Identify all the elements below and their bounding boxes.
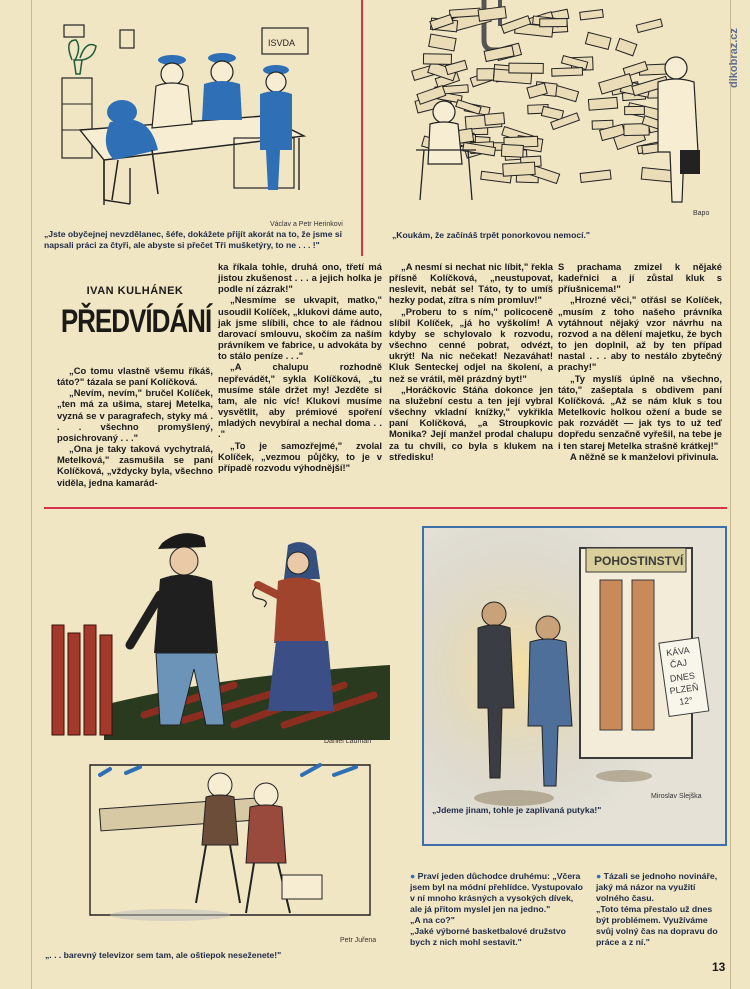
joke-pensioners <box>410 871 586 948</box>
file-folder <box>585 32 611 49</box>
cartoon5-caption: „. . . barevný televizor sem tam, ale oštiepok neseženete!" <box>45 950 282 960</box>
paragraph: „Ona je taky taková vychytralá, Metelková," zasmušila se paní Kolíčková, „vždycky byla, všechno viděla, jedna kamarád- <box>57 443 213 488</box>
paragraph: „Ty myslíš úplně na všechno, táto," zašeptala s obdivem paní Kolíčková. „Až se nám kluk s tou Metelkovic holkou ožení a bude se pak rozvádět — jak tys to už teď dopředu senzačně vyřešil, na tebe je i ten starej Metelka strašně krátkej!" <box>558 372 722 451</box>
cartoon2-credit: Bapo <box>693 210 710 217</box>
joke-line: „Toto téma přestalo už dnes být problémem. Využíváme svůj volný čas na dopravu do práce a z ní." <box>596 904 718 947</box>
file-folder <box>580 170 611 182</box>
watermark: dikobraz.cz <box>728 28 740 88</box>
page-number: 13 <box>712 960 726 974</box>
paragraph: ka říkala tohle, druhá ono, třetí má jistou zkušenost . . . a jejich holka je podle ní zázrak!" <box>218 261 382 295</box>
file-folder <box>540 19 567 27</box>
bullet-icon: ● <box>410 871 418 881</box>
file-folder <box>580 10 604 20</box>
cartoon3-credit: Daniel Ladman <box>324 738 372 745</box>
file-folder <box>552 68 583 77</box>
article-column-2 <box>218 261 382 473</box>
file-folder <box>636 19 662 32</box>
cartoon1-credit: Václav a Petr Herinkovi <box>270 221 343 228</box>
page-right-rule <box>730 0 731 989</box>
file-folder <box>450 8 481 18</box>
menu-item: KÁVA <box>665 645 691 659</box>
joke-journalist <box>596 871 726 948</box>
menu-item: ČAJ <box>669 657 688 670</box>
file-folder <box>616 38 637 55</box>
cartoon-fence-thief <box>44 515 390 740</box>
article-column-4 <box>558 261 722 462</box>
cartoon-shoppers <box>70 755 390 935</box>
file-folder <box>484 113 504 126</box>
pub-sign: POHOSTINSTVÍ <box>594 554 684 568</box>
file-folder <box>625 106 645 114</box>
bullet-icon: ● <box>596 871 604 881</box>
middle-red-divider <box>44 507 727 509</box>
file-folder <box>527 83 547 98</box>
menu-item: 12° <box>678 695 694 707</box>
cartoon4-credit: Miroslav Slejška <box>651 793 702 800</box>
file-folder <box>429 34 456 51</box>
file-folder <box>624 124 649 136</box>
joke-line: „A na co?" <box>410 915 455 925</box>
file-folder <box>541 106 563 120</box>
paragraph: „A chalupu rozhodně nepřevádět," sykla Kolíčková, „tu musíme stále držet my! Jezděte si tam, ale nic víc! Klukovi musíme vysvětlit, aby prémiové spoření mladých nevybíral a nechal doma . . ." <box>218 361 382 440</box>
joke-line: ● Tázali se jednoho novináře, jaký má názor na využití volného času. <box>596 871 718 903</box>
paragraph: „A nesmí si nechat nic líbit," řekla přísně Kolíčková, „neustupovat, neslevit, nebát se! Táto, ty to umíš hezky podat, zítra s ním promluv!" <box>389 261 553 306</box>
paragraph: „Proberu to s ním," policoceně slíbil Kolíček, „já ho vyškolím! A kdyby se schylovalo k rozvodu, všechno cenné pobrat, odvézt, ukrýt! Na nic nečekat! Nezaváhat! Kluk Senteckej odjel na školení, a než se vrátil, měl prázdný byt!" <box>389 305 553 384</box>
article-author: IVAN KULHÁNEK <box>86 285 184 297</box>
paragraph: „Nevím, nevím," bručel Kolíček, „ten má za ušima, starej Metelka, vyzná se v paragrafech, styky má . . . všechno promyšlený, posichrovaný . . ." <box>57 387 213 443</box>
paragraph: S prachama zmizel k nějaké kadeřnici a jí zůstal kluk s příušnicema!" <box>558 261 722 295</box>
cartoon5-credit: Petr Juřena <box>340 937 377 944</box>
paragraph: „Nesmíme se ukvapit, matko," usoudil Kolíček, „klukovi dáme auto, jak jsme slíbili, chce to ale řádnou darovací smlouvu, skočím za naším právníkem ve fabrice, u advokáta by to stálo peníze . . ." <box>218 294 382 362</box>
paragraph: „Co tomu vlastně všemu říkáš, táto?" tázala se paní Kolíčková. <box>57 365 213 388</box>
article-title: PŘEDVÍDÁNÍ <box>60 302 212 340</box>
page-left-rule <box>31 0 32 989</box>
cartoon4-caption: „Jdeme jinam, tohle je zaplivaná putyka!" <box>432 805 602 815</box>
paragraph: „Hrozné věci," otřásl se Kolíček, „musím z toho našeho právníka vytáhnout nějaký vzor návrhu na rozvod a na dělení majetku, že bych to jen doplnil, až by ten případ nastal . . . aby to nestálo zbytečný prachy!" <box>558 294 722 373</box>
article-column-3 <box>389 261 553 462</box>
article-column-1 <box>57 365 213 488</box>
cartoon1-caption: „Jste obyčejnej nevzdělanec, šéfe, dokážete přijít akorát na to, že jsme si napsali práci za čtyři, ale abyste si přečet Tři mušketýry, to ne . . . !" <box>44 229 343 250</box>
cartoon-paper-piles <box>380 0 725 215</box>
file-folder <box>423 54 451 65</box>
wall-sign: ISVDA <box>268 38 296 48</box>
cartoon-office-workers <box>44 0 356 220</box>
top-red-divider <box>361 0 363 256</box>
joke-line: ● Praví jeden důchodce druhému: „Včera jsem byl na módní přehlídce. Vystupovalo v ní mnoho krásných a vysokých dívek, ale já přitom myslel jen na jedno." <box>410 871 583 914</box>
cartoon2-caption: „Koukám, že začínáš trpět ponorkovou nemocí." <box>392 230 590 240</box>
menu-item: DNES <box>669 670 696 684</box>
paragraph: „Horáčkovic Stáňa dokonce jen na služební cestu a ten její vybral všechny vkladní knížky," vykřikla paní Kolíčková, „a Stroupkovic Monika? Její manžel prodal chalupu za tu chvíli, co byla s klukem na středisku! <box>389 383 553 462</box>
paragraph: „To je samozřejmé," zvolal Kolíček, „vezmou půjčky, to je v případě rozvodu výhodnější!" <box>218 439 382 473</box>
joke-line: „Jaké výborné basketbalové družstvo bych z nich mohl sestavit." <box>410 926 566 947</box>
menu-item: PLZEŇ <box>668 682 700 697</box>
file-folder <box>588 97 617 110</box>
paragraph: A něžně se k manželovi přivinula. <box>570 450 719 462</box>
file-folder <box>509 63 543 73</box>
file-folder <box>503 162 535 176</box>
file-folder <box>501 144 523 157</box>
